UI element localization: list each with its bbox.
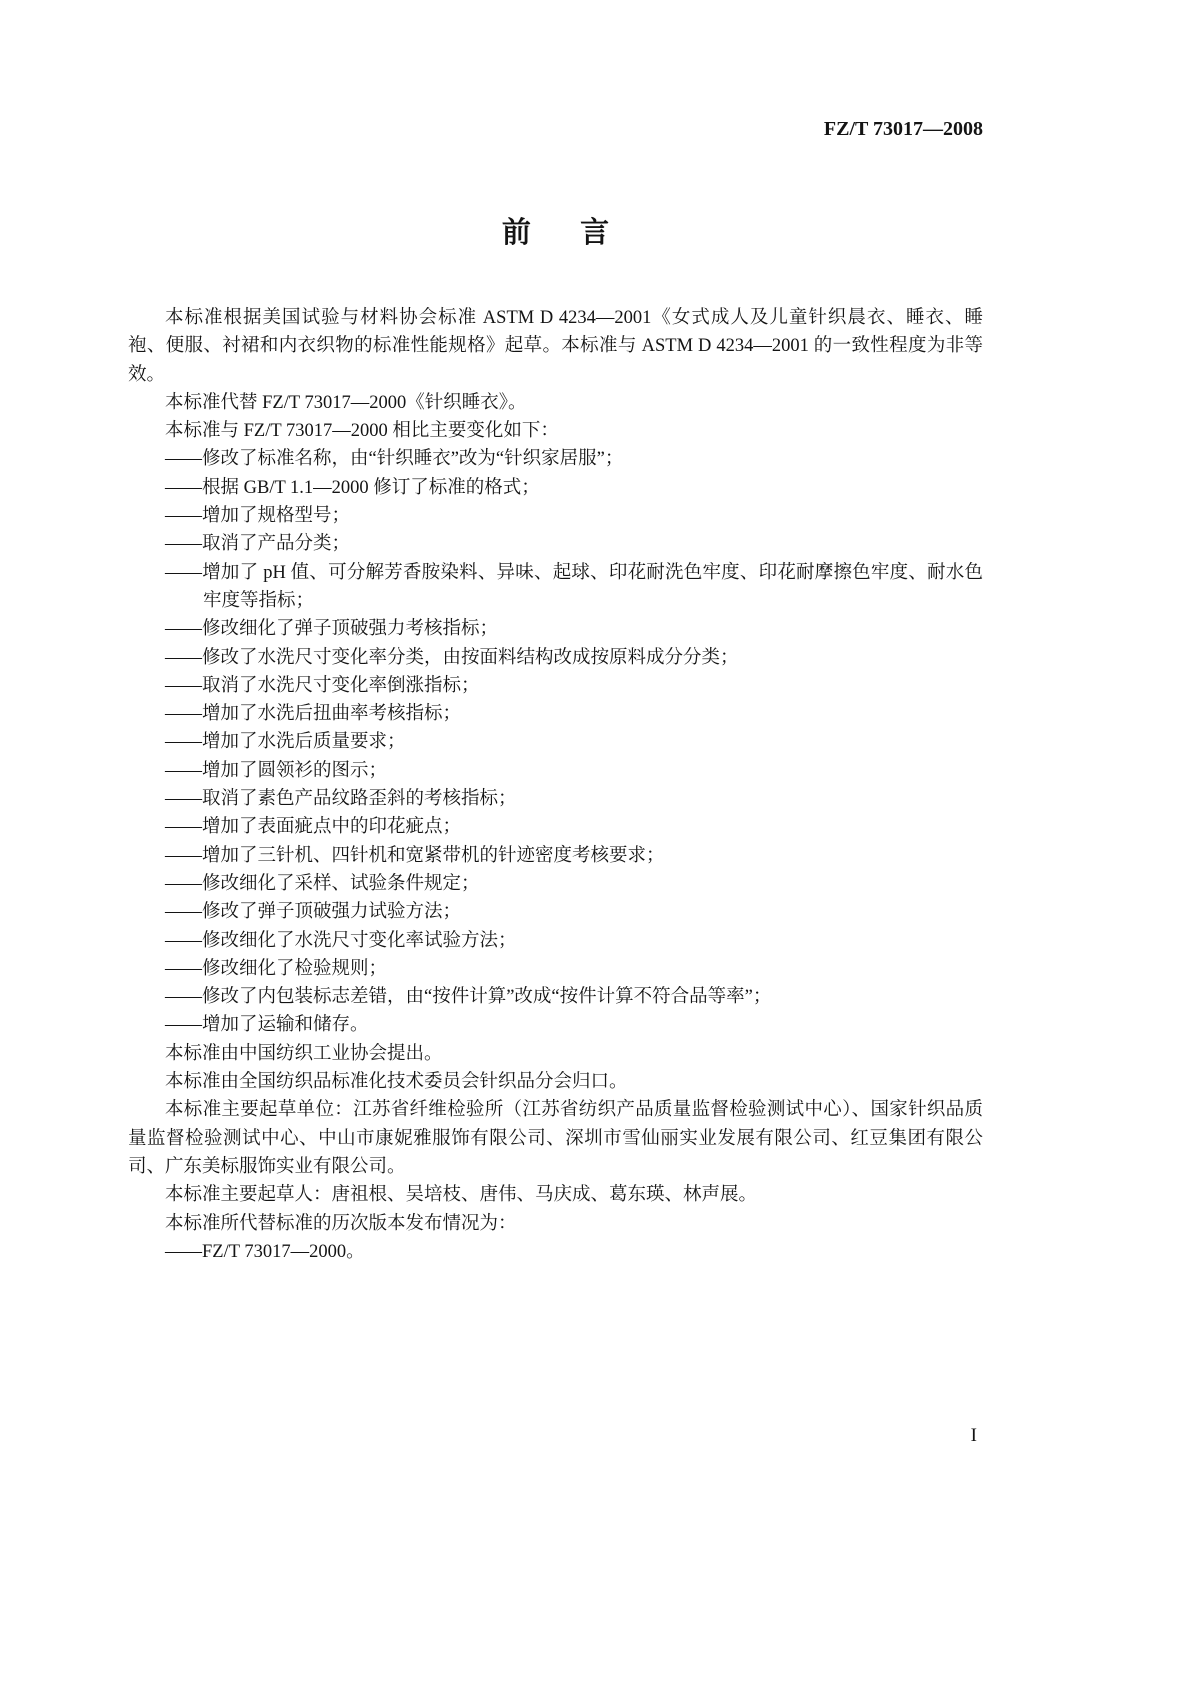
list-item: ——增加了圆领衫的图示；	[165, 760, 388, 781]
list-item: ——增加了水洗后质量要求；	[165, 732, 406, 753]
list-item: ——修改了水洗尺寸变化率分类，由按面料结构改成按原料成分分类；	[165, 647, 739, 668]
list-item: ——修改了标准名称，由“针织睡衣”改为“针织家居服”；	[165, 449, 624, 470]
standard-code: FZ/T 73017—2008	[823, 118, 983, 140]
paragraph-drafting-units: 本标准主要起草单位：江苏省纤维检验所（江苏省纺织产品质量监督检验测试中心）、国家针织品质量监督检验测试中心、中山市康妮雅服饰有限公司、深圳市雪仙丽实业发展有限公司、红豆集团有限公司、广东美标服饰实业有限公司。	[128, 1100, 983, 1177]
page-title: 前 言	[501, 215, 620, 249]
paragraph-changes-intro: 本标准与 FZ/T 73017—2000 相比主要变化如下：	[165, 421, 559, 442]
foreword-body	[128, 304, 983, 1266]
list-item: ——修改细化了检验规则；	[165, 958, 388, 979]
list-item: ——增加了三针机、四针机和宽紧带机的针迹密度考核要求；	[165, 845, 665, 866]
list-item: ——增加了运输和储存。	[165, 1015, 369, 1036]
list-item: ——取消了水洗尺寸变化率倒涨指标；	[165, 675, 480, 696]
list-item: ——取消了素色产品纹路歪斜的考核指标；	[165, 789, 517, 810]
list-item: ——根据 GB/T 1.1—2000 修订了标准的格式；	[165, 477, 540, 498]
list-item: ——修改了内包装标志差错，由“按件计算”改成“按件计算不符合品等率”；	[165, 987, 772, 1008]
list-item: ——增加了表面疵点中的印花疵点；	[165, 817, 462, 838]
history-list	[128, 1238, 983, 1266]
changes-list	[128, 445, 983, 1039]
paragraph-replaces: 本标准代替 FZ/T 73017—2000《针织睡衣》。	[165, 392, 527, 413]
paragraph-basis: 本标准根据美国试验与材料协会标准 ASTM D 4234—2001《女式成人及儿童针织晨衣、睡衣、睡袍、便服、衬裙和内衣织物的标准性能规格》起草。本标准与 ASTM D 4234—2001 的一致性程度为非等效。	[128, 308, 983, 385]
list-item: ——增加了规格型号；	[165, 506, 351, 527]
page-number: I	[970, 1425, 977, 1446]
paragraph-centralized-by: 本标准由全国纺织品标准化技术委员会针织品分会归口。	[165, 1072, 628, 1093]
list-item: ——增加了 pH 值、可分解芳香胺染料、异味、起球、印花耐洗色牢度、印花耐摩擦色牢度、耐水色牢度等指标；	[165, 562, 983, 611]
paragraph-proposer: 本标准由中国纺织工业协会提出。	[165, 1043, 443, 1064]
list-item: ——增加了水洗后扭曲率考核指标；	[165, 704, 462, 725]
paragraph-drafters: 本标准主要起草人：唐祖根、吴培枝、唐伟、马庆成、葛东瑛、林声展。	[165, 1185, 758, 1206]
list-item: ——修改了弹子顶破强力试验方法；	[165, 902, 462, 923]
paragraph-history-intro: 本标准所代替标准的历次版本发布情况为：	[165, 1213, 517, 1234]
list-item: ——修改细化了弹子顶破强力考核指标；	[165, 619, 499, 640]
list-item: ——修改细化了采样、试验条件规定；	[165, 873, 480, 894]
list-item: ——修改细化了水洗尺寸变化率试验方法；	[165, 930, 517, 951]
list-item: ——FZ/T 73017—2000。	[165, 1241, 365, 1262]
list-item: ——取消了产品分类；	[165, 534, 351, 555]
